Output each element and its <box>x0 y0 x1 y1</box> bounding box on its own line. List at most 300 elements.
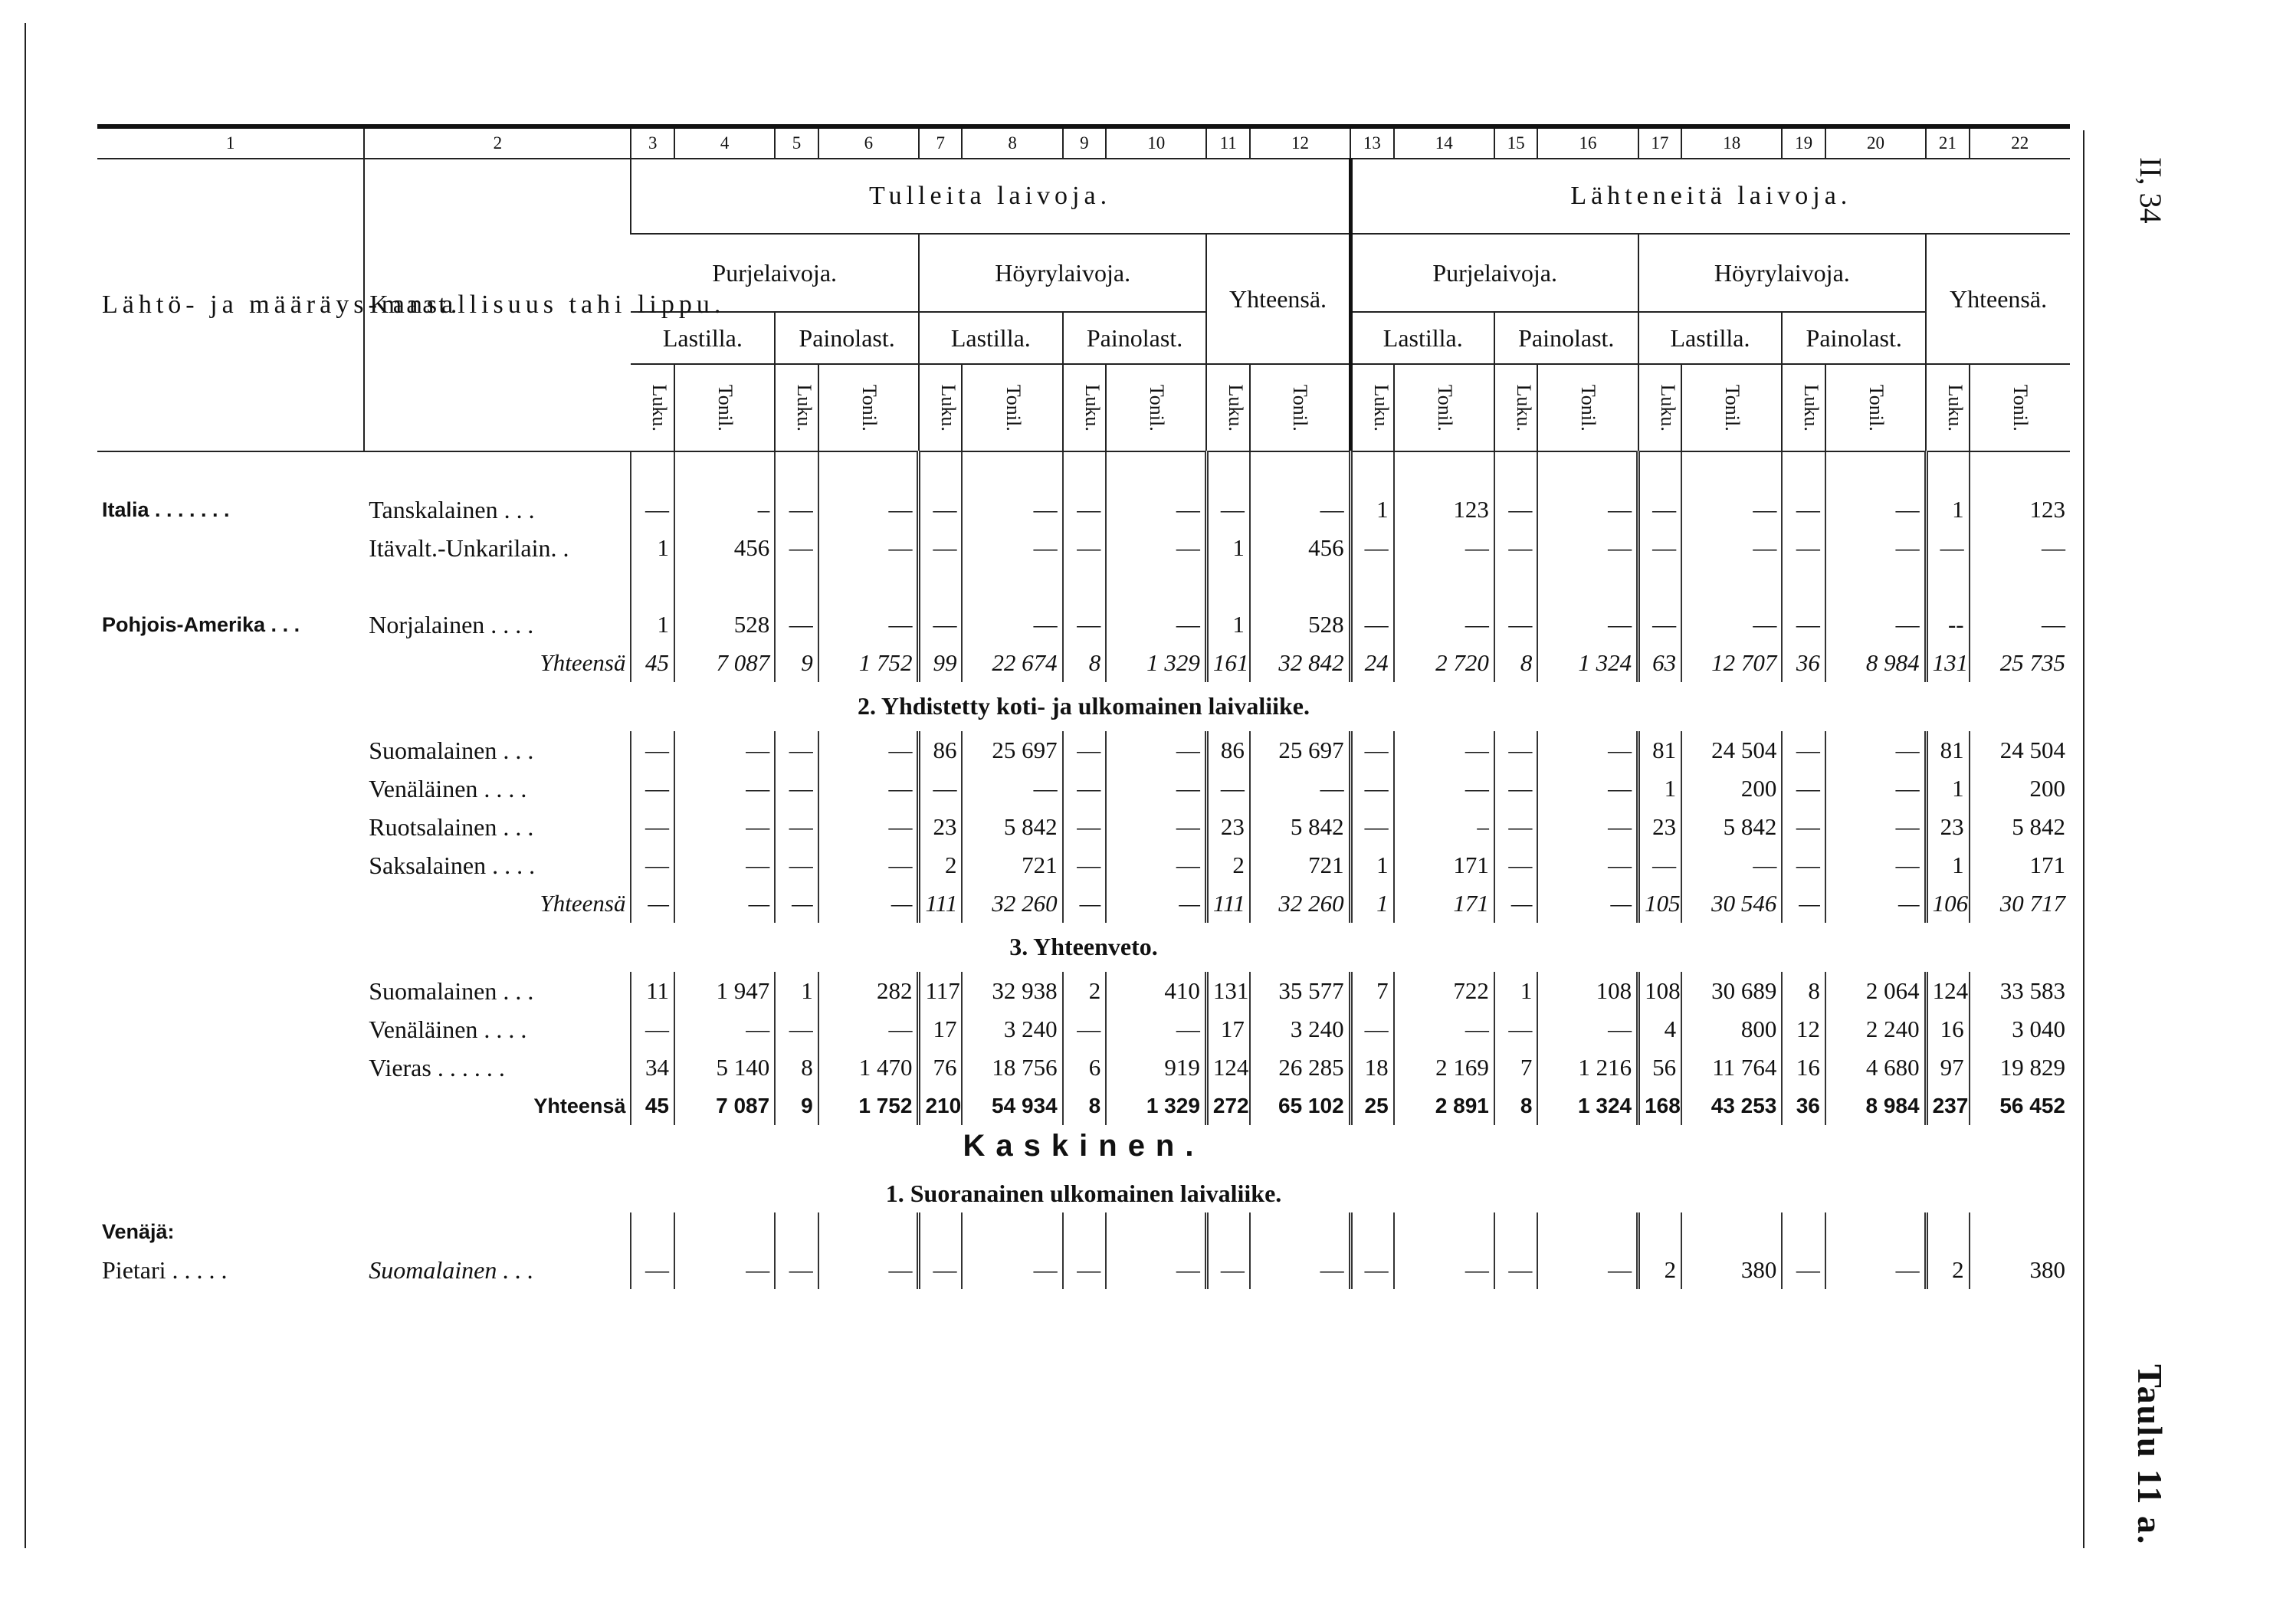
column-number: 2 <box>364 126 631 159</box>
laden-header: Lastilla. <box>919 312 1063 364</box>
arrived-total-header: Yhteensä. <box>1206 234 1350 364</box>
count-cell: 36 <box>1782 644 1825 682</box>
tons-cell: 123 <box>1970 491 2070 529</box>
tons-cell: — <box>818 731 919 769</box>
count-cell: 25 <box>1350 1087 1394 1125</box>
count-cell: 81 <box>1638 731 1682 769</box>
table-body <box>97 451 2070 1289</box>
ballast-header: Painolast. <box>1782 312 1926 364</box>
count-cell: 210 <box>919 1087 963 1125</box>
count-cell: 237 <box>1926 1087 1970 1125</box>
count-cell: — <box>1063 846 1107 884</box>
column-number: 9 <box>1063 126 1107 159</box>
tons-cell: 721 <box>1250 846 1350 884</box>
column-number: 15 <box>1494 126 1538 159</box>
tons-cell: 528 <box>1250 605 1350 644</box>
total-label: Yhteensä <box>364 1087 631 1125</box>
count-cell: — <box>1638 529 1682 567</box>
column-number: 12 <box>1250 126 1350 159</box>
table-row <box>97 731 2070 769</box>
tons-cell: — <box>1106 769 1206 808</box>
count-cell: 45 <box>631 1087 674 1125</box>
column-number-row <box>97 126 2070 159</box>
count-cell: 99 <box>919 644 963 682</box>
tons-cell: — <box>1681 491 1782 529</box>
count-cell: — <box>1494 529 1538 567</box>
count-header: Luku. <box>1063 364 1107 451</box>
column-number: 5 <box>775 126 818 159</box>
tons-cell: 3 240 <box>962 1010 1062 1048</box>
nationality-cell: Saksalainen . . . . <box>364 846 631 884</box>
tons-cell: 25 697 <box>1250 731 1350 769</box>
nationality-cell: Norjalainen . . . . <box>364 605 631 644</box>
count-cell: 12 <box>1782 1010 1825 1048</box>
tons-cell: 5 842 <box>1250 808 1350 846</box>
count-cell: 117 <box>919 972 963 1010</box>
tons-cell: 171 <box>1394 884 1494 923</box>
tons-cell: — <box>674 1251 775 1289</box>
table-row <box>97 1251 2070 1289</box>
count-cell: 1 <box>631 605 674 644</box>
tons-cell: 2 720 <box>1394 644 1494 682</box>
tons-cell: 2 169 <box>1394 1048 1494 1087</box>
count-cell: 56 <box>1638 1048 1682 1087</box>
count-cell: 45 <box>631 644 674 682</box>
tons-cell: 32 260 <box>962 884 1062 923</box>
tons-cell: — <box>1106 1010 1206 1048</box>
tons-header: Tonil. <box>1106 364 1206 451</box>
count-cell: 8 <box>775 1048 818 1087</box>
count-cell: 108 <box>1638 972 1682 1010</box>
count-cell: — <box>775 769 818 808</box>
count-cell: — <box>1063 884 1107 923</box>
region-row <box>97 1212 2070 1251</box>
tons-cell: 1 216 <box>1537 1048 1638 1087</box>
tons-cell: — <box>1537 605 1638 644</box>
column-number: 20 <box>1825 126 1926 159</box>
laden-header: Lastilla. <box>1350 312 1494 364</box>
tons-cell: — <box>1681 605 1782 644</box>
column-number: 7 <box>919 126 963 159</box>
tons-cell: 8 984 <box>1825 1087 1926 1125</box>
tons-cell: 12 707 <box>1681 644 1782 682</box>
departed-ships-header: Lähteneitä laivoja. <box>1350 159 2070 234</box>
tons-cell: — <box>1394 529 1494 567</box>
tons-header: Tonil. <box>1250 364 1350 451</box>
count-cell: 23 <box>919 808 963 846</box>
tons-cell: — <box>818 605 919 644</box>
tons-header: Tonil. <box>1681 364 1782 451</box>
count-cell: — <box>1782 846 1825 884</box>
column-number: 4 <box>674 126 775 159</box>
column-number: 8 <box>962 126 1062 159</box>
column-number: 1 <box>97 126 364 159</box>
tons-cell: — <box>962 605 1062 644</box>
count-cell: 17 <box>1206 1010 1250 1048</box>
count-cell: — <box>1782 1251 1825 1289</box>
tons-cell: — <box>1681 846 1782 884</box>
tons-cell: — <box>1394 769 1494 808</box>
count-cell: 1 <box>631 529 674 567</box>
tons-cell: — <box>1394 731 1494 769</box>
tons-cell: 8 984 <box>1825 644 1926 682</box>
count-header: Luku. <box>775 364 818 451</box>
ballast-header: Painolast. <box>1494 312 1638 364</box>
count-cell: — <box>1350 1251 1394 1289</box>
count-cell: 8 <box>1782 972 1825 1010</box>
count-cell: — <box>1638 605 1682 644</box>
count-cell: — <box>1063 1251 1107 1289</box>
count-cell: 11 <box>631 972 674 1010</box>
tons-cell: 5 140 <box>674 1048 775 1087</box>
nationality-cell: Vieras . . . . . . <box>364 1048 631 1087</box>
count-cell: — <box>775 491 818 529</box>
count-cell: — <box>1494 846 1538 884</box>
tons-cell: 30 717 <box>1970 884 2070 923</box>
table-row <box>97 808 2070 846</box>
tons-cell: — <box>1537 1010 1638 1048</box>
count-cell: — <box>631 846 674 884</box>
tons-cell: 43 253 <box>1681 1087 1782 1125</box>
count-cell: 23 <box>1206 808 1250 846</box>
count-cell: 124 <box>1926 972 1970 1010</box>
tons-cell: — <box>1394 1010 1494 1048</box>
column-number: 3 <box>631 126 674 159</box>
arrived-sailing-header: Purjelaivoja. <box>631 234 918 312</box>
count-cell: 1 <box>1206 529 1250 567</box>
tons-cell: 1 470 <box>818 1048 919 1087</box>
count-cell: 2 <box>1206 846 1250 884</box>
count-cell: — <box>631 884 674 923</box>
tons-cell: 25 697 <box>962 731 1062 769</box>
tons-cell: — <box>674 846 775 884</box>
tons-header: Tonil. <box>1537 364 1638 451</box>
country-cell <box>97 529 364 567</box>
table-row <box>97 972 2070 1010</box>
count-cell: — <box>1350 529 1394 567</box>
tons-cell: 380 <box>1681 1251 1782 1289</box>
tons-cell: — <box>1825 769 1926 808</box>
tons-cell: — <box>1537 884 1638 923</box>
page-right-rule <box>2083 130 2084 1548</box>
tons-cell: 54 934 <box>962 1087 1062 1125</box>
tons-cell: 25 735 <box>1970 644 2070 682</box>
count-cell: 4 <box>1638 1010 1682 1048</box>
count-cell: 86 <box>1206 731 1250 769</box>
count-cell: — <box>1063 769 1107 808</box>
count-cell: 272 <box>1206 1087 1250 1125</box>
count-header: Luku. <box>919 364 963 451</box>
ballast-header: Painolast. <box>775 312 919 364</box>
tons-cell: 1 752 <box>818 1087 919 1125</box>
tons-cell: — <box>818 491 919 529</box>
section-caption-row <box>97 682 2070 731</box>
tons-cell: 22 674 <box>962 644 1062 682</box>
tons-cell: 123 <box>1394 491 1494 529</box>
tons-cell: — <box>1537 769 1638 808</box>
count-cell: — <box>1206 769 1250 808</box>
count-cell: — <box>1926 529 1970 567</box>
tons-cell: 171 <box>1970 846 2070 884</box>
count-cell: 34 <box>631 1048 674 1087</box>
count-cell: — <box>1638 846 1682 884</box>
tons-cell: — <box>1106 491 1206 529</box>
tons-cell: 1 329 <box>1106 1087 1206 1125</box>
count-cell: 7 <box>1350 972 1394 1010</box>
count-cell: 1 <box>1206 605 1250 644</box>
count-cell: — <box>1063 1010 1107 1048</box>
page-reference: II, 34 <box>2134 157 2168 224</box>
column-number: 11 <box>1206 126 1250 159</box>
tons-cell: — <box>1825 884 1926 923</box>
tons-cell: 2 240 <box>1825 1010 1926 1048</box>
nationality-cell: Venäläinen . . . . <box>364 1010 631 1048</box>
count-cell: — <box>775 529 818 567</box>
tons-cell: 26 285 <box>1250 1048 1350 1087</box>
ballast-header: Painolast. <box>1063 312 1207 364</box>
tons-cell: 721 <box>962 846 1062 884</box>
tons-cell: — <box>1250 1251 1350 1289</box>
tons-cell: 7 087 <box>674 1087 775 1125</box>
arrived-ships-header: Tulleita laivoja. <box>631 159 1350 234</box>
tons-cell: — <box>962 769 1062 808</box>
table-row <box>97 605 2070 644</box>
count-cell: 1 <box>1350 884 1394 923</box>
count-cell: 2 <box>919 846 963 884</box>
column-number: 14 <box>1394 126 1494 159</box>
tons-cell: — <box>1825 491 1926 529</box>
count-cell: 63 <box>1638 644 1682 682</box>
tons-cell: 200 <box>1681 769 1782 808</box>
laden-header: Lastilla. <box>631 312 775 364</box>
count-cell: — <box>1494 605 1538 644</box>
tons-cell: 24 504 <box>1970 731 2070 769</box>
tons-cell: 7 087 <box>674 644 775 682</box>
tons-cell: 282 <box>818 972 919 1010</box>
count-cell: — <box>631 1251 674 1289</box>
count-cell: — <box>1206 1251 1250 1289</box>
column-number: 21 <box>1926 126 1970 159</box>
nationality-header: Kansallisuus tahi lippu. <box>364 159 631 451</box>
tons-cell: 1 324 <box>1537 1087 1638 1125</box>
tons-cell: 24 504 <box>1681 731 1782 769</box>
count-cell: — <box>1063 605 1107 644</box>
tons-cell: 1 329 <box>1106 644 1206 682</box>
count-cell: — <box>919 1251 963 1289</box>
count-cell: — <box>775 808 818 846</box>
section-caption-row <box>97 923 2070 972</box>
total-label: Yhteensä <box>364 884 631 923</box>
tons-cell: 35 577 <box>1250 972 1350 1010</box>
tons-cell: 3 040 <box>1970 1010 2070 1048</box>
count-header: Luku. <box>1782 364 1825 451</box>
count-cell: — <box>919 769 963 808</box>
tons-cell: — <box>1825 846 1926 884</box>
table-reference: Taulu 11 a. <box>2130 1364 2170 1546</box>
tons-cell: 32 842 <box>1250 644 1350 682</box>
total-row <box>97 884 2070 923</box>
tons-cell: 2 064 <box>1825 972 1926 1010</box>
count-cell: 24 <box>1350 644 1394 682</box>
count-cell: — <box>1494 1251 1538 1289</box>
count-cell: — <box>1494 769 1538 808</box>
tons-cell: — <box>1825 529 1926 567</box>
count-cell: — <box>1350 731 1394 769</box>
section-3-caption: 3. Yhteenveto. <box>1009 933 1158 960</box>
tons-cell: — <box>818 769 919 808</box>
total-label: Yhteensä <box>364 644 631 682</box>
count-cell: 9 <box>775 644 818 682</box>
count-cell: 1 <box>1350 491 1394 529</box>
count-cell: 1 <box>1350 846 1394 884</box>
count-cell: — <box>919 605 963 644</box>
tons-cell: — <box>962 491 1062 529</box>
tons-cell: 18 756 <box>962 1048 1062 1087</box>
country-cell: Italia . . . . . . . <box>102 497 230 521</box>
count-cell: 106 <box>1926 884 1970 923</box>
table-row <box>97 1010 2070 1048</box>
count-cell: — <box>1063 491 1107 529</box>
country-cell: Pietari . . . . . <box>102 1255 228 1284</box>
total-row <box>97 1087 2070 1125</box>
tons-cell: — <box>1394 1251 1494 1289</box>
tons-cell: — <box>1106 1251 1206 1289</box>
count-cell: — <box>1494 491 1538 529</box>
header-row-direction <box>97 159 2070 234</box>
count-cell: 36 <box>1782 1087 1825 1125</box>
count-cell: 81 <box>1926 731 1970 769</box>
tons-cell: — <box>674 884 775 923</box>
count-cell: — <box>1782 808 1825 846</box>
count-cell: — <box>1638 491 1682 529</box>
arrived-steam-header: Höyrylaivoja. <box>919 234 1206 312</box>
count-cell: 17 <box>919 1010 963 1048</box>
tons-cell: — <box>962 1251 1062 1289</box>
tons-cell: 528 <box>674 605 775 644</box>
count-cell: 1 <box>1494 972 1538 1010</box>
tons-cell: 1 752 <box>818 644 919 682</box>
table-header <box>97 126 2070 451</box>
column-number: 17 <box>1638 126 1682 159</box>
count-header: Luku. <box>1494 364 1538 451</box>
tons-cell: 171 <box>1394 846 1494 884</box>
country-cell: Pohjois-Amerika . . . <box>102 612 300 636</box>
tons-cell: 108 <box>1537 972 1638 1010</box>
tons-cell: — <box>1970 605 2070 644</box>
count-cell: 18 <box>1350 1048 1394 1087</box>
count-cell: — <box>1782 605 1825 644</box>
count-header: Luku. <box>1206 364 1250 451</box>
count-cell: — <box>631 769 674 808</box>
column-number: 22 <box>1970 126 2070 159</box>
departed-sailing-header: Purjelaivoja. <box>1350 234 1638 312</box>
tons-cell: 32 260 <box>1250 884 1350 923</box>
port-title: Kaskinen. <box>963 1129 1205 1163</box>
count-cell: — <box>1063 529 1107 567</box>
table-row <box>97 846 2070 884</box>
tons-cell: 56 452 <box>1970 1087 2070 1125</box>
laden-header: Lastilla. <box>1638 312 1783 364</box>
count-cell: — <box>1782 731 1825 769</box>
tons-cell: — <box>1681 529 1782 567</box>
departed-steam-header: Höyrylaivoja. <box>1638 234 1926 312</box>
count-cell: — <box>1494 808 1538 846</box>
tons-cell: 1 324 <box>1537 644 1638 682</box>
total-row <box>97 644 2070 682</box>
tons-cell: 5 842 <box>962 808 1062 846</box>
count-cell: — <box>1782 769 1825 808</box>
tons-cell: — <box>818 846 919 884</box>
count-cell: — <box>1350 769 1394 808</box>
tons-cell: — <box>1537 846 1638 884</box>
count-cell: 161 <box>1206 644 1250 682</box>
count-cell: — <box>1494 1010 1538 1048</box>
tons-cell: — <box>1825 1251 1926 1289</box>
tons-header: Tonil. <box>962 364 1062 451</box>
tons-cell: — <box>1970 529 2070 567</box>
tons-cell: 200 <box>1970 769 2070 808</box>
count-cell: 16 <box>1926 1010 1970 1048</box>
tons-header: Tonil. <box>674 364 775 451</box>
tons-cell: — <box>1106 884 1206 923</box>
tons-cell: 4 680 <box>1825 1048 1926 1087</box>
tons-cell: — <box>1537 808 1638 846</box>
tons-cell: 456 <box>1250 529 1350 567</box>
tons-cell: — <box>962 529 1062 567</box>
nationality-cell: Tanskalainen . . . <box>364 491 631 529</box>
count-cell: 111 <box>919 884 963 923</box>
tons-cell: — <box>674 769 775 808</box>
tons-cell: 19 829 <box>1970 1048 2070 1087</box>
nationality-cell: Suomalainen . . . <box>364 1251 631 1289</box>
tons-cell: 5 842 <box>1970 808 2070 846</box>
tons-cell: — <box>1106 731 1206 769</box>
count-cell: — <box>1494 884 1538 923</box>
tons-header: Tonil. <box>818 364 919 451</box>
count-cell: — <box>631 731 674 769</box>
tons-cell: — <box>1394 605 1494 644</box>
tons-cell: — <box>818 1010 919 1048</box>
tons-cell: 32 938 <box>962 972 1062 1010</box>
column-number: 10 <box>1106 126 1206 159</box>
tons-cell: 456 <box>674 529 775 567</box>
count-cell: — <box>919 529 963 567</box>
tons-cell: 1 947 <box>674 972 775 1010</box>
count-cell: — <box>775 605 818 644</box>
count-cell: — <box>1063 808 1107 846</box>
count-cell: 23 <box>1638 808 1682 846</box>
departed-total-header: Yhteensä. <box>1926 234 2070 364</box>
tons-cell: — <box>818 808 919 846</box>
table-row <box>97 491 2070 529</box>
count-cell: 8 <box>1494 644 1538 682</box>
tons-cell: – <box>674 491 775 529</box>
tons-cell: — <box>818 529 919 567</box>
count-cell: 6 <box>1063 1048 1107 1087</box>
tons-cell: — <box>1250 491 1350 529</box>
table-row <box>97 529 2070 567</box>
tons-cell: — <box>1537 1251 1638 1289</box>
count-cell: — <box>775 846 818 884</box>
spacer-row <box>97 451 2070 491</box>
count-cell: — <box>1494 731 1538 769</box>
section-caption-row <box>97 1174 2070 1212</box>
tons-cell: — <box>1825 731 1926 769</box>
tons-cell: — <box>1537 529 1638 567</box>
tons-cell: — <box>1537 491 1638 529</box>
tons-cell: — <box>1825 605 1926 644</box>
tons-cell: 3 240 <box>1250 1010 1350 1048</box>
